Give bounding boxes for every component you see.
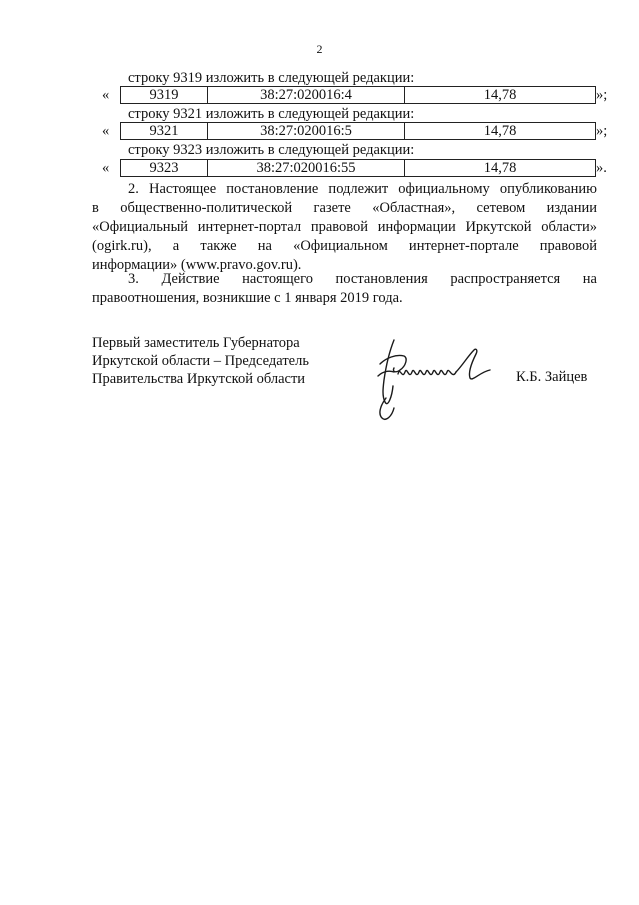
paragraph-publication	[92, 180, 597, 275]
table-cell-cadastral-number: 38:27:020016:4	[208, 87, 405, 104]
close-quote: »;	[596, 123, 608, 139]
amendment-instruction-9319: строку 9319 изложить в следующей редакции:	[128, 70, 415, 86]
table-cell-row-number: 9323	[121, 160, 208, 177]
paragraph-line: «Официальный интернет-портал правовой информации Иркутской области»	[92, 219, 597, 235]
table-cell-row-number: 9319	[121, 87, 208, 104]
amendment-row-9319	[102, 86, 639, 105]
paragraph-effective-date	[92, 270, 597, 308]
table-row	[121, 123, 596, 140]
page-number: 2	[316, 42, 323, 56]
handwritten-signature-icon	[372, 336, 502, 422]
open-quote: «	[102, 160, 110, 176]
close-quote: »;	[596, 87, 608, 103]
table-cell-value: 14,78	[405, 160, 596, 177]
signatory-position-line: Правительства Иркутской области	[92, 371, 306, 387]
table-cell-row-number: 9321	[121, 123, 208, 140]
table-row	[121, 87, 596, 104]
paragraph-line: (ogirk.ru), а также на «Официальном интернет-портале правовой	[92, 238, 597, 254]
paragraph-line: в общественно-политической газете «Областная», сетевом издании	[92, 200, 597, 216]
open-quote: «	[102, 123, 110, 139]
amendment-table	[120, 86, 596, 104]
close-quote: ».	[596, 160, 607, 176]
amendment-table	[120, 122, 596, 140]
paragraph-line: информации» (www.pravo.gov.ru).	[92, 257, 302, 273]
table-cell-value: 14,78	[405, 123, 596, 140]
open-quote: «	[102, 87, 110, 103]
amendment-instruction-9321: строку 9321 изложить в следующей редакции:	[128, 106, 415, 122]
paragraph-line: 2. Настоящее постановление подлежит официальному опубликованию	[128, 181, 597, 197]
amendment-instruction-9323: строку 9323 изложить в следующей редакции:	[128, 142, 415, 158]
paragraph-line: правоотношения, возникшие с 1 января 2019 года.	[92, 290, 403, 306]
table-row	[121, 160, 596, 177]
amendment-row-9321	[102, 122, 639, 141]
amendment-row-9323	[102, 159, 639, 178]
table-cell-value: 14,78	[405, 87, 596, 104]
amendment-table	[120, 159, 596, 177]
signatory-position-line: Первый заместитель Губернатора	[92, 335, 300, 351]
table-cell-cadastral-number: 38:27:020016:5	[208, 123, 405, 140]
table-cell-cadastral-number: 38:27:020016:55	[208, 160, 405, 177]
signatory-name: К.Б. Зайцев	[516, 369, 588, 385]
signatory-position	[92, 334, 309, 388]
paragraph-line: 3. Действие настоящего постановления распространяется на	[128, 271, 597, 287]
signatory-position-line: Иркутской области – Председатель	[92, 353, 309, 369]
